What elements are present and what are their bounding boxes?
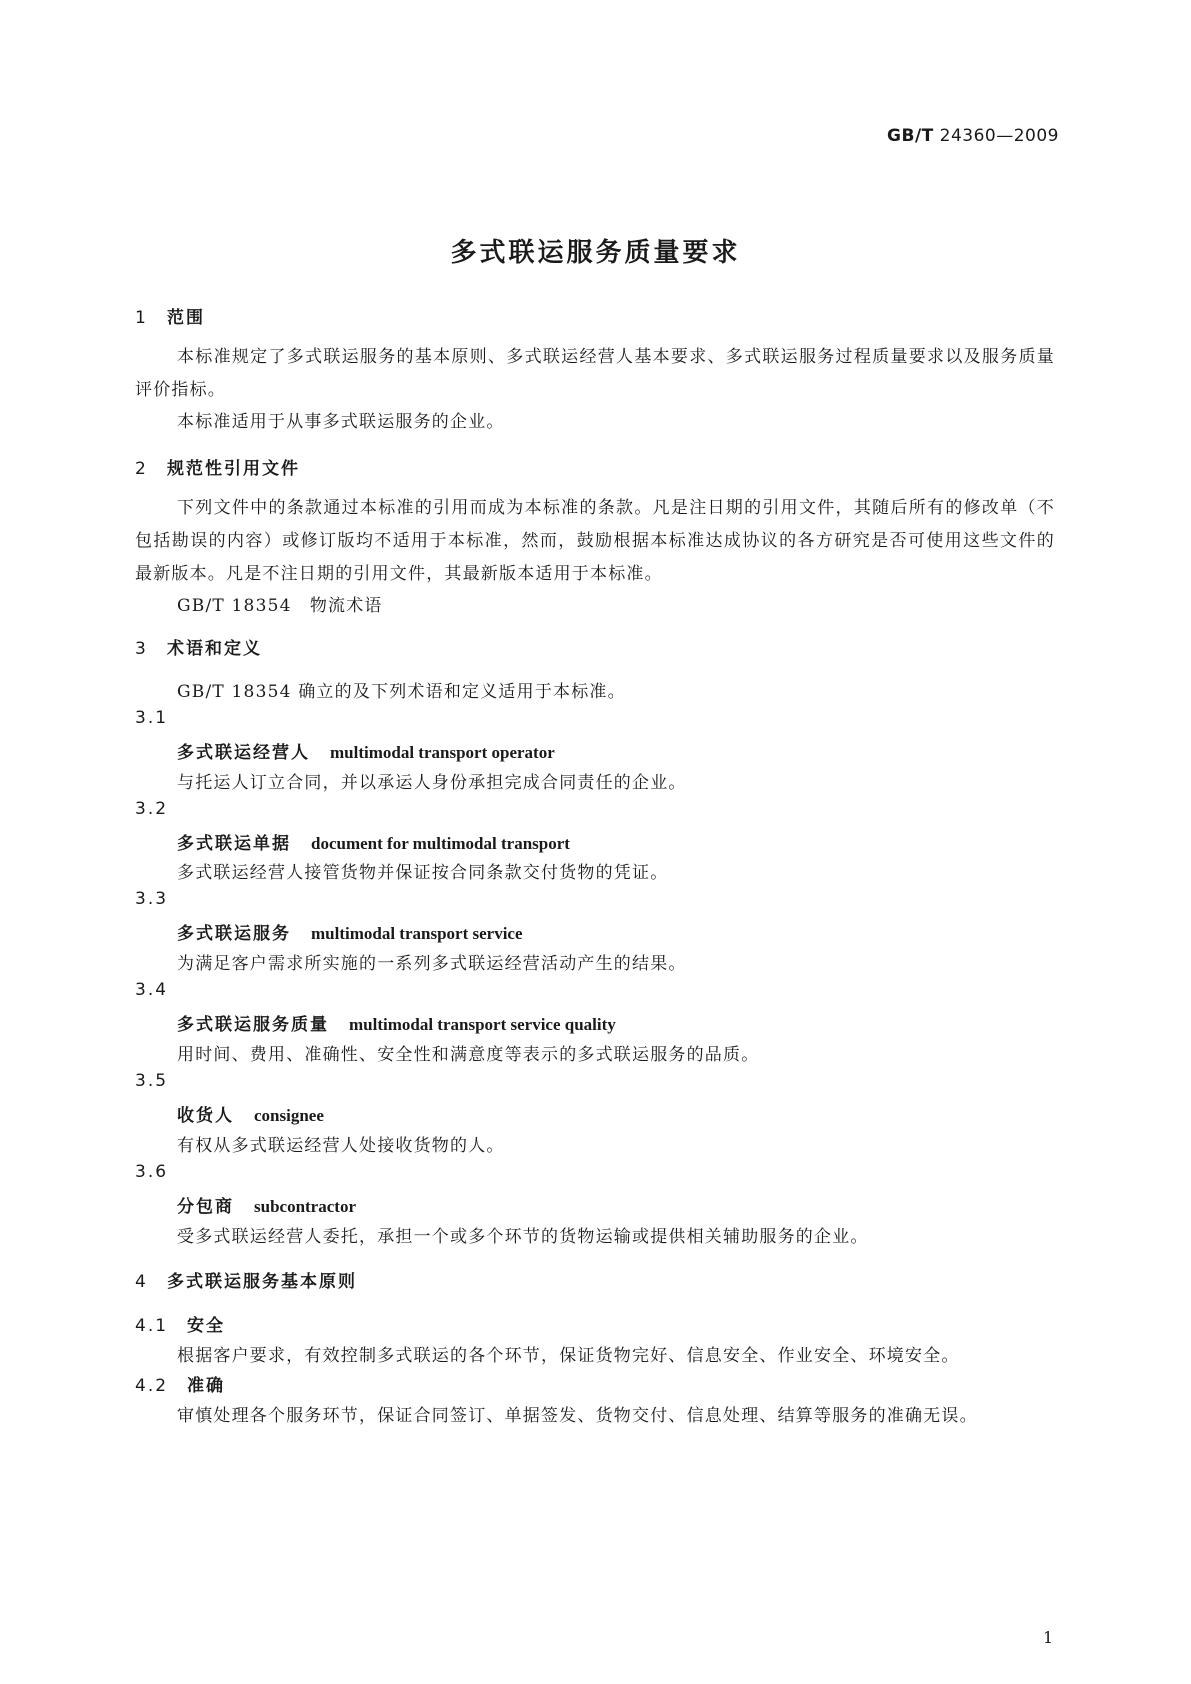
term-english: document for multimodal transport [311,834,570,853]
term-chinese: 多式联运服务 [177,924,291,944]
section-1-heading [135,303,205,328]
term-definition: 为满足客户需求所实施的一系列多式联运经营活动产生的结果。 [177,954,687,974]
section-3-heading [135,634,262,659]
term-definition: 与托运人订立合同，并以承运人身份承担完成合同责任的企业。 [177,773,687,793]
subsection-number: 4.2 [135,1376,169,1396]
section-4-heading [135,1267,357,1292]
section-number: 4 [135,1272,148,1292]
term-entry [177,1010,616,1035]
term-definition: 多式联运经营人接管货物并保证按合同条款交付货物的凭证。 [177,863,669,883]
standard-code [887,126,1059,146]
term-english: multimodal transport service quality [349,1015,616,1034]
term-english: multimodal transport service [311,924,523,943]
term-entry [177,919,523,944]
section-number: 2 [135,459,148,479]
term-english: subcontractor [254,1197,356,1216]
term-definition: 有权从多式联运经营人处接收货物的人。 [177,1136,505,1156]
term-entry [177,738,555,763]
section-number: 1 [135,308,148,328]
section-title: 多式联运服务基本原则 [167,1272,357,1292]
term-chinese: 多式联运单据 [177,834,291,854]
subsection-4-2-text: 审慎处理各个服务环节，保证合同签订、单据签发、货物交付、信息处理、结算等服务的准确无误。 [177,1406,978,1426]
term-chinese: 收货人 [177,1106,234,1126]
document-title: 多式联运服务质量要求 [450,238,741,268]
clause-number: 3.4 [135,980,169,1000]
clause-number: 3.6 [135,1162,169,1182]
clause-number: 3.1 [135,708,169,728]
section-title: 术语和定义 [167,639,262,659]
section-title: 规范性引用文件 [167,459,300,479]
term-chinese: 多式联运服务质量 [177,1015,329,1035]
term-chinese: 分包商 [177,1197,234,1217]
section-3-intro: GB/T 18354 确立的及下列术语和定义适用于本标准。 [177,682,626,702]
subsection-title: 准确 [187,1376,225,1396]
term-english: multimodal transport operator [330,743,555,762]
term-definition: 用时间、费用、准确性、安全性和满意度等表示的多式联运服务的品质。 [177,1045,760,1065]
term-entry [177,829,570,854]
subsection-4-1-heading [135,1311,225,1336]
clause-number: 3.3 [135,889,169,909]
standard-code-prefix: GB/T [887,126,934,146]
subsection-4-1-text: 根据客户要求，有效控制多式联运的各个环节，保证货物完好、信息安全、作业安全、环境安全。 [177,1346,960,1366]
subsection-number: 4.1 [135,1316,169,1336]
term-entry [177,1192,356,1217]
section-2-paragraph-1: 下列文件中的条款通过本标准的引用而成为本标准的条款。凡是注日期的引用文件，其随后所有的修改单（不包括勘误的内容）或修订版均不适用于本标准，然而，鼓励根据本标准达成协议的各方研究是否可使用这些文件的最新版本。凡是不注日期的引用文件，其最新版本适用于本标准。 [135,498,1055,584]
standard-code-number: 24360—2009 [939,126,1059,146]
section-number: 3 [135,639,148,659]
subsection-4-2-heading [135,1371,225,1396]
section-title: 范围 [167,308,205,328]
section-1-paragraph-2: 本标准适用于从事多式联运服务的企业。 [177,412,505,432]
subsection-title: 安全 [187,1316,225,1336]
page-number: 1 [1043,1628,1054,1647]
section-2-heading [135,454,300,479]
normative-reference: GB/T 18354 物流术语 [177,596,383,616]
term-chinese: 多式联运经营人 [177,743,310,763]
term-english: consignee [254,1106,324,1125]
clause-number: 3.5 [135,1071,169,1091]
section-1-paragraph-1: 本标准规定了多式联运服务的基本原则、多式联运经营人基本要求、多式联运服务过程质量要求以及服务质量评价指标。 [135,347,1055,400]
term-entry [177,1101,324,1126]
clause-number: 3.2 [135,799,169,819]
term-definition: 受多式联运经营人委托，承担一个或多个环节的货物运输或提供相关辅助服务的企业。 [177,1227,869,1247]
